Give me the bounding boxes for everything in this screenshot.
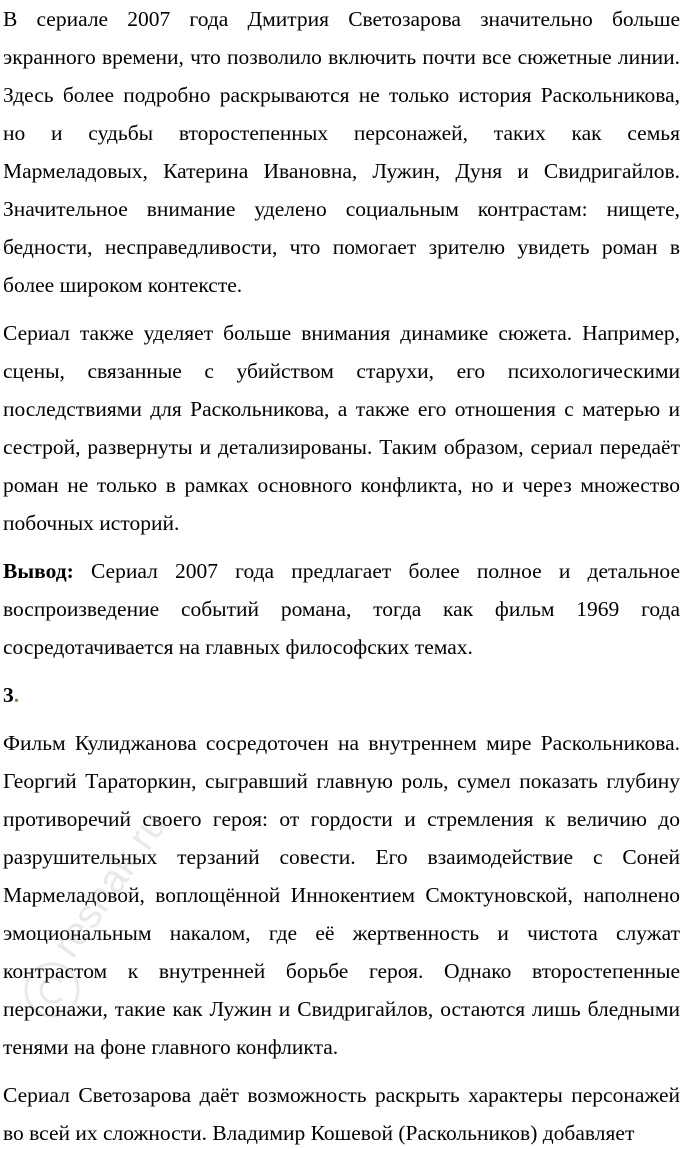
paragraph-svetozarov-series: Сериал Светозарова даёт возможность раскрыть характеры персонажей во всей их сложности. Владимир Кошевой (Раскольников) добавляет: [3, 1083, 680, 1145]
conclusion-text: Сериал 2007 года предлагает более полное и детальное воспроизведение событий романа, тогда как фильм 1969 года сосредотачивается на главных философских темах.: [3, 559, 680, 659]
section-number-digit: 3: [3, 683, 14, 707]
copyright-icon: [22, 960, 82, 1020]
paragraph-serial-2007: В сериале 2007 года Дмитрия Светозарова значительно больше экранного времени, что позволило включить почти все сюжетные линии. Здесь более подробно раскрываются не только история Раскольникова, но и судьбы второстепенных персонажей, таких как семья Мармеладовых, Катерина Ивановна, Лужин, Дуня и Свидригайлов. Значительное внимание уделено социальным контрастам: нищете, бедности, несправедливости, что помогает зрителю увидеть роман в более широком контексте.: [3, 7, 680, 297]
section-number: [3, 676, 680, 714]
conclusion-label: Вывод:: [3, 559, 74, 583]
section-number-dot: .: [13, 683, 20, 707]
paragraph-serial-dynamics: Сериал также уделяет больше внимания динамике сюжета. Например, сцены, связанные с убийством старухи, его психологическими последствиями для Раскольникова, а также его отношения с матерью и сестрой, развернуты и детализированы. Таким образом, сериал передаёт роман не только в рамках основного конфликта, но и через множество побочных историй.: [3, 321, 680, 535]
paragraph-kulidzhanov-film: Фильм Кулиджанова сосредоточен на внутреннем мире Раскольникова. Георгий Тараторкин, сыгравший главную роль, сумел показать глубину противоречий своего героя: от гордости и стремления к величию до разрушительных терзаний совести. Его взаимодействие с Соней Мармеладовой, воплощённой Иннокентием Смоктуновской, наполнено эмоциональным накалом, где её жертвенность и чистота служат контрастом к внутренней борьбе героя. Однако второстепенные персонажи, такие как Лужин и Свидригайлов, остаются лишь бледными тенями на фоне главного конфликта.: [3, 731, 680, 1059]
document-body: [3, 0, 680, 1149]
paragraph-conclusion: [3, 552, 680, 666]
watermark-text: reshak.ru: [44, 803, 176, 966]
